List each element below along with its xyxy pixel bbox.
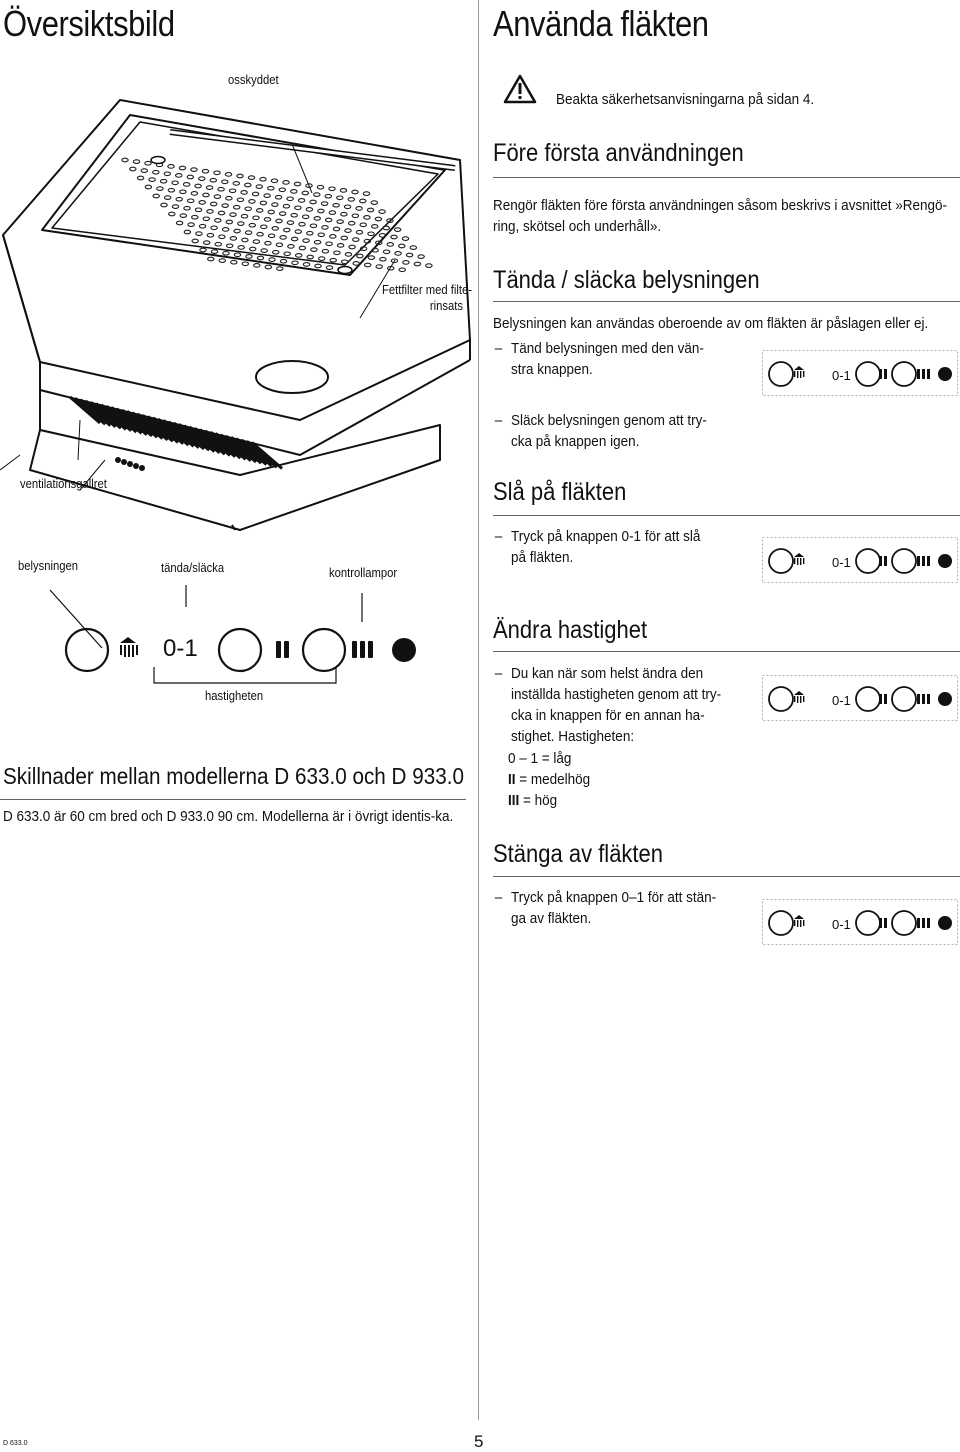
- label-osskyddet: osskyddet: [228, 73, 279, 87]
- svg-text:0-1: 0-1: [832, 917, 851, 932]
- speed-medium: [508, 769, 590, 790]
- svg-text:0-1: 0-1: [832, 368, 851, 383]
- sec3-rule: [493, 515, 960, 516]
- sec2-bullet-2: – Släck belysningen genom att try-cka på knappen igen.: [511, 410, 718, 452]
- sec1-heading: Före första användningen: [493, 139, 744, 167]
- speed-high-text: = hög: [519, 792, 558, 809]
- sec3-bullet-1: – Tryck på knappen 0-1 för att slå på fläkten.: [511, 526, 718, 568]
- label-hastigheten: hastigheten: [205, 689, 264, 703]
- speed-medium-symbol: II: [508, 771, 516, 788]
- panel-fan-off: [762, 899, 958, 950]
- label-fettfilter: Fettfilter med filte- rinsats: [382, 283, 473, 313]
- speed-low: 0 – 1 = låg: [508, 750, 572, 767]
- sec1-rule: [493, 177, 960, 178]
- sec4-heading: Ändra hastighet: [493, 616, 648, 644]
- label-kontrollampor: kontrollampor: [329, 566, 398, 580]
- use-title: Använda fläkten: [493, 3, 709, 44]
- label-belysningen: belysningen: [18, 559, 79, 573]
- panel-light: [762, 350, 958, 401]
- label-ventilationsgallret: ventilationsgallret: [20, 477, 107, 491]
- models-heading: Skillnader mellan modellerna D 633.0 och D 933.0: [3, 763, 464, 789]
- panel-fan-on: [762, 537, 958, 588]
- sec4-rule: [493, 651, 960, 652]
- sec5-bullet-1: – Tryck på knappen 0–1 för att stän-ga av fläkten.: [511, 887, 727, 929]
- overview-title: Översiktsbild: [3, 3, 175, 44]
- sec2-text: Belysningen kan användas oberoende av om fläkten är påslagen eller ej.: [493, 315, 929, 332]
- panel-large-label: 0-1: [163, 635, 198, 662]
- sec2-bullet-1: – Tänd belysningen med den vän-stra knappen.: [511, 338, 714, 380]
- speed-high-symbol: III: [508, 792, 520, 809]
- speed-medium-text: = medelhög: [515, 771, 591, 788]
- sec1-text: Rengör fläkten före första användningen såsom beskrivs i avsnittet »Rengö-ring, skötsel och underhåll».: [493, 197, 948, 235]
- models-text: D 633.0 är 60 cm bred och D 933.0 90 cm. Modellerna är i övrigt identis-ka.: [3, 808, 454, 825]
- label-tanda-slacka: tända/släcka: [161, 561, 225, 575]
- sec2-heading: Tända / släcka belysningen: [493, 266, 760, 294]
- svg-text:0-1: 0-1: [832, 693, 851, 708]
- panel-speed: [762, 675, 958, 726]
- speed-high: [508, 790, 557, 811]
- sec5-heading: Stänga av fläkten: [493, 840, 664, 868]
- sec5-rule: [493, 876, 960, 877]
- warning-text: Beakta säkerhetsanvisningarna på sidan 4.: [556, 91, 815, 108]
- page-number: 5: [474, 1432, 484, 1451]
- column-divider: [478, 0, 479, 1420]
- models-rule: [0, 799, 466, 800]
- svg-text:0-1: 0-1: [832, 555, 851, 570]
- hood-illustration: [0, 60, 478, 600]
- warning-icon: [503, 74, 537, 104]
- footer-model: D 633.0: [3, 1440, 28, 1447]
- sec4-bullet-1: – Du kan när som helst ändra den inställda hastigheten genom att try-cka in knappen för en annan ha-stighet. Hastigheten:: [511, 663, 736, 747]
- sec2-rule: [493, 301, 960, 302]
- sec3-heading: Slå på fläkten: [493, 478, 627, 506]
